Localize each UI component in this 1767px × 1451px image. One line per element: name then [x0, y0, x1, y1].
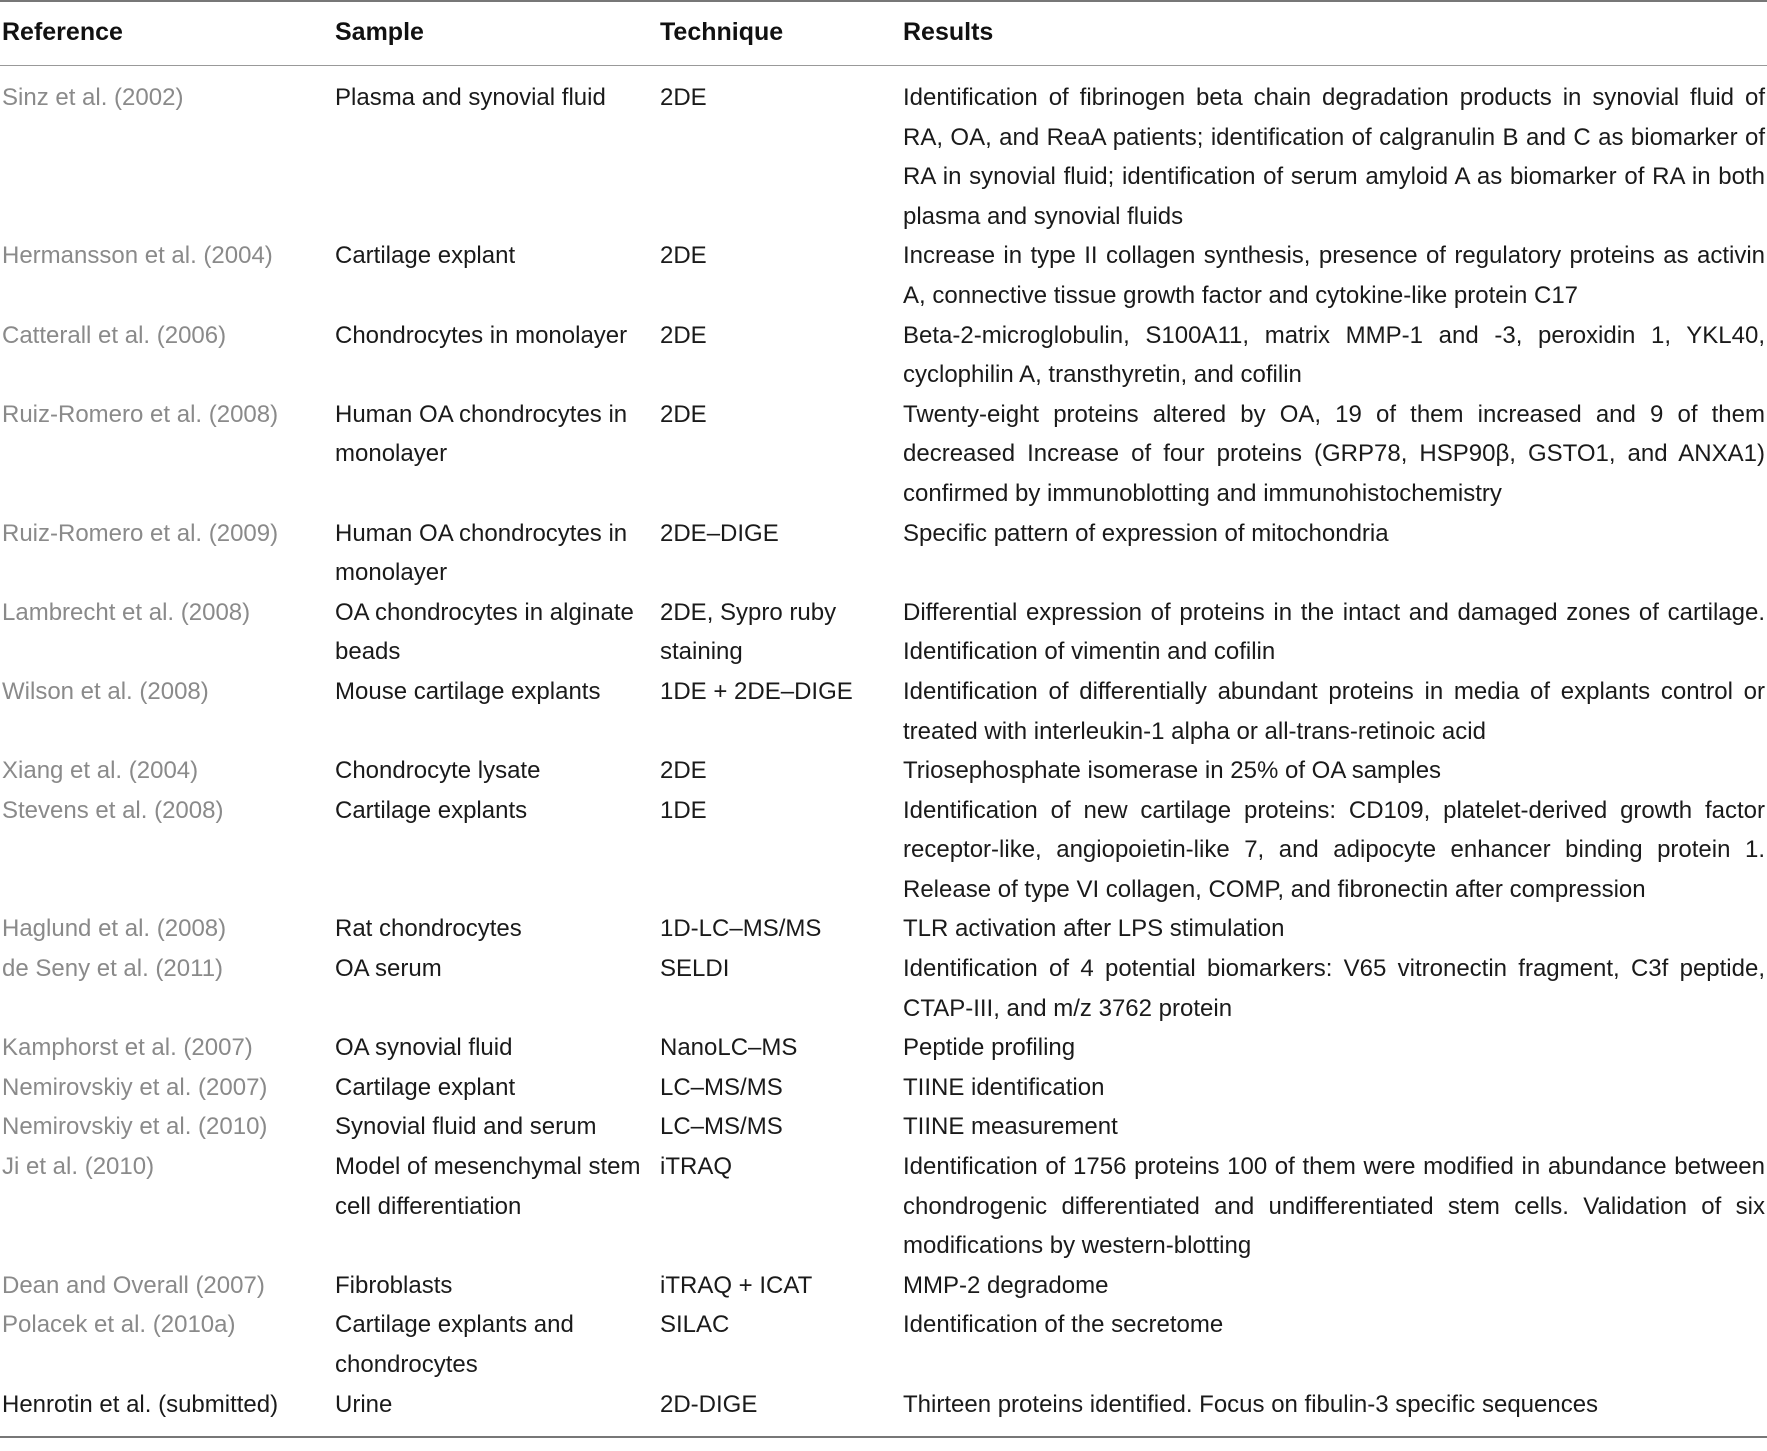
table-row: [0, 593, 1767, 672]
sample-cell: Chondrocytes in monolayer: [335, 321, 628, 349]
technique-cell: SILAC: [660, 1311, 730, 1339]
sample-cell: Fibroblasts: [335, 1271, 453, 1299]
reference-cell: Ruiz-Romero et al. (2008): [2, 400, 279, 428]
reference-cell: Dean and Overall (2007): [2, 1271, 265, 1299]
reference-cell: de Seny et al. (2011): [2, 955, 224, 983]
technique-cell: LC–MS/MS: [660, 1073, 783, 1101]
technique-cell: 1DE + 2DE–DIGE: [660, 677, 853, 705]
header-reference: Reference: [0, 1, 335, 66]
reference-cell: Nemirovskiy et al. (2010): [2, 1113, 268, 1141]
technique-cell: 2DE: [660, 321, 707, 349]
sample-cell: OA serum: [335, 955, 442, 983]
results-cell: Increase in type II collagen synthesis, presence of regulatory proteins as activin A, connective tissue growth factor and cytokine-like protein C17: [903, 242, 1765, 309]
table-row: [0, 949, 1767, 1028]
sample-cell: Urine: [335, 1385, 660, 1438]
technique-cell: 2DE, Sypro ruby staining: [660, 598, 837, 666]
table-row: [0, 1068, 1767, 1108]
reference-cell: Kamphorst et al. (2007): [2, 1034, 253, 1062]
technique-cell: LC–MS/MS: [660, 1113, 783, 1141]
results-cell: TIINE identification: [903, 1073, 1105, 1101]
sample-cell: Synovial fluid and serum: [335, 1113, 597, 1141]
header-results: Results: [903, 1, 1767, 66]
results-cell: Identification of 4 potential biomarkers: V65 vitronectin fragment, C3f peptide, CTAP-III, and m/z 3762 protein: [903, 955, 1765, 1022]
results-cell: Identification of new cartilage proteins: CD109, platelet-derived growth factor receptor-like, angiopoietin-like 7, and adipocyte enhancer binding protein 1. Release of type VI collagen, COMP, and fibronectin after compression: [903, 796, 1765, 903]
results-cell: Twenty-eight proteins altered by OA, 19 of them increased and 9 of them decreased Increase of four proteins (GRP78, HSP90β, GSTO1, and ANXA1) confirmed by immunoblotting and immunohistochemistry: [903, 400, 1765, 507]
sample-cell: Model of mesenchymal stem cell differentiation: [335, 1153, 641, 1220]
table-row: [0, 672, 1767, 751]
results-cell: Differential expression of proteins in the intact and damaged zones of cartilage. Identification of vimentin and cofilin: [903, 598, 1765, 666]
technique-cell: 2D-DIGE: [660, 1385, 903, 1438]
technique-cell: iTRAQ + ICAT: [660, 1271, 813, 1299]
table-body: [0, 66, 1767, 1438]
reference-cell: Haglund et al. (2008): [2, 915, 227, 943]
sample-cell: OA chondrocytes in alginate beads: [335, 598, 634, 666]
sample-cell: Cartilage explant: [335, 1073, 516, 1101]
table-row: [0, 514, 1767, 593]
results-cell: Beta-2-microglobulin, S100A11, matrix MMP-1 and -3, peroxidin 1, YKL40, cyclophilin A, transthyretin, and cofilin: [903, 321, 1765, 389]
reference-cell: Sinz et al. (2002): [2, 84, 184, 111]
header-sample: Sample: [335, 1, 660, 66]
reference-cell: Hermansson et al. (2004): [2, 242, 273, 270]
header-row: [0, 1, 1767, 66]
reference-cell: Nemirovskiy et al. (2007): [2, 1073, 268, 1101]
sample-cell: Chondrocyte lysate: [335, 757, 541, 785]
table-row: [0, 1305, 1767, 1384]
results-cell: Identification of 1756 proteins 100 of them were modified in abundance between chondrogenic differentiated and undifferentiated stem cells. Validation of six modifications by western-blotting: [903, 1153, 1765, 1260]
sample-cell: Cartilage explants: [335, 796, 528, 824]
sample-cell: Cartilage explants and chondrocytes: [335, 1311, 574, 1378]
reference-cell: Wilson et al. (2008): [2, 677, 209, 705]
results-cell: MMP-2 degradome: [903, 1271, 1109, 1299]
sample-cell: Rat chondrocytes: [335, 915, 522, 943]
technique-cell: 2DE: [660, 757, 707, 785]
sample-cell: Human OA chondrocytes in monolayer: [335, 400, 628, 468]
reference-cell: Xiang et al. (2004): [2, 757, 199, 785]
results-cell: Thirteen proteins identified. Focus on fibulin-3 specific sequences: [903, 1385, 1767, 1438]
table-row: [0, 1385, 1767, 1438]
technique-cell: 2DE–DIGE: [660, 519, 779, 547]
table-row: [0, 316, 1767, 395]
sample-cell: Cartilage explant: [335, 242, 516, 270]
results-cell: Identification of the secretome: [903, 1311, 1224, 1339]
results-cell: Identification of fibrinogen beta chain degradation products in synovial fluid of RA, OA, and ReaA patients; identification of calgranulin B and C as biomarker of RA in synovial fluid; identification of serum amyloid A as biomarker of RA in both plasma and synovial fluids: [903, 84, 1765, 230]
technique-cell: 2DE: [660, 242, 707, 270]
technique-cell: SELDI: [660, 955, 730, 983]
table-row: [0, 395, 1767, 514]
table-row: [0, 1107, 1767, 1147]
reference-cell: Henrotin et al. (submitted): [0, 1385, 335, 1438]
table-row: [0, 751, 1767, 791]
technique-cell: 2DE: [660, 400, 707, 428]
sample-cell: Mouse cartilage explants: [335, 677, 601, 705]
table-row: [0, 909, 1767, 949]
table-header: [0, 1, 1767, 66]
reference-cell: Stevens et al. (2008): [2, 796, 224, 824]
table-row: [0, 791, 1767, 910]
reference-cell: Lambrecht et al. (2008): [2, 598, 251, 626]
results-cell: Triosephosphate isomerase in 25% of OA samples: [903, 757, 1442, 785]
technique-cell: 2DE: [660, 84, 707, 111]
technique-cell: iTRAQ: [660, 1153, 732, 1181]
results-cell: TIINE measurement: [903, 1113, 1118, 1141]
results-cell: Identification of differentially abundant proteins in media of explants control or treated with interleukin-1 alpha or all-trans-retinoic acid: [903, 677, 1765, 745]
reference-cell: Polacek et al. (2010a): [2, 1311, 236, 1339]
technique-cell: 1DE: [660, 796, 707, 824]
technique-cell: 1D-LC–MS/MS: [660, 915, 822, 943]
table-row: [0, 1028, 1767, 1068]
results-cell: TLR activation after LPS stimulation: [903, 915, 1285, 943]
sample-cell: OA synovial fluid: [335, 1034, 513, 1062]
results-cell: Peptide profiling: [903, 1034, 1076, 1062]
reference-cell: Catterall et al. (2006): [2, 321, 227, 349]
table-row: [0, 1266, 1767, 1306]
table-row: [0, 1147, 1767, 1266]
reference-cell: Ruiz-Romero et al. (2009): [2, 519, 279, 547]
reference-cell: Ji et al. (2010): [2, 1153, 155, 1181]
sample-cell: Human OA chondrocytes in monolayer: [335, 519, 628, 587]
table-row: [0, 236, 1767, 315]
header-technique: Technique: [660, 1, 903, 66]
technique-cell: NanoLC–MS: [660, 1034, 798, 1062]
results-cell: Specific pattern of expression of mitochondria: [903, 519, 1389, 547]
table-row: [0, 66, 1767, 237]
sample-cell: Plasma and synovial fluid: [335, 84, 606, 111]
